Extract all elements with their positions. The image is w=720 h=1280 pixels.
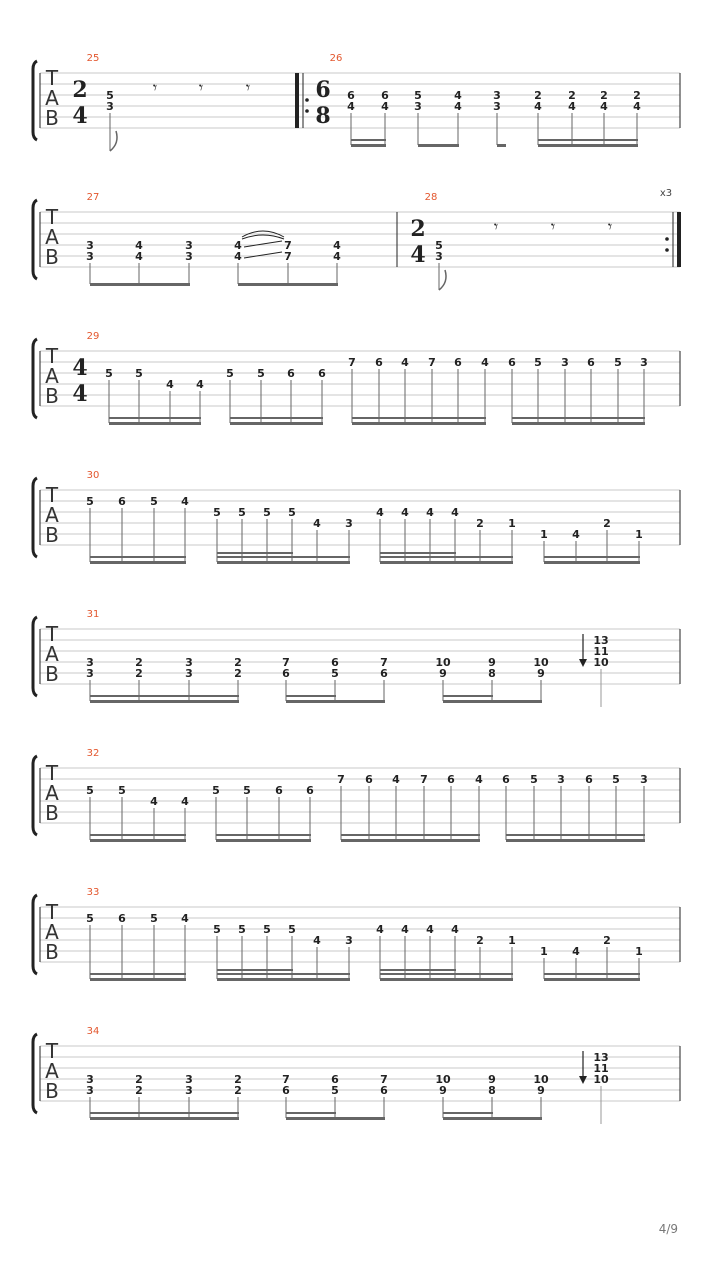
fret-number: 9: [537, 667, 545, 680]
fret-number: 4: [333, 239, 341, 252]
beam: [443, 1117, 542, 1120]
beam: [90, 1117, 239, 1120]
tab-clef-a: A: [45, 364, 59, 388]
fret-number: 2: [234, 1084, 242, 1097]
fret-number: 5: [238, 923, 246, 936]
fret-number: 9: [537, 1084, 545, 1097]
fret-number: 9: [439, 1084, 447, 1097]
measure-number: 27: [86, 192, 100, 203]
fret-number: 3: [345, 517, 353, 530]
fret-number: 2: [603, 517, 611, 530]
fret-number: 5: [288, 923, 296, 936]
system-bracket: [33, 1034, 37, 1113]
fret-number: 3: [86, 1073, 94, 1086]
beam-32nd: [380, 969, 456, 971]
tab-clef-b: B: [45, 384, 59, 408]
tab-clef-a: A: [45, 503, 59, 527]
fret-number: 6: [502, 773, 510, 786]
beam-16th: [216, 834, 311, 836]
fret-number: 4: [633, 100, 641, 113]
beam-16th: [341, 834, 480, 836]
beam: [217, 978, 350, 981]
time-signature-bottom: 4: [72, 381, 88, 407]
fret-number: 6: [585, 773, 593, 786]
fret-number: 5: [414, 89, 422, 102]
eighth-rest: 𝄾: [245, 78, 251, 97]
measure-number: 31: [86, 609, 100, 620]
strum-down-arrow-icon: [579, 1076, 587, 1084]
fret-number: 5: [238, 506, 246, 519]
fret-number: 6: [118, 495, 126, 508]
beam-16th: [230, 417, 323, 419]
fret-number: 13: [593, 634, 609, 647]
beam-16th: [286, 695, 336, 697]
fret-number: 2: [534, 89, 542, 102]
fret-number: 3: [185, 667, 193, 680]
fret-number: 9: [488, 1073, 496, 1086]
fret-number: 5: [106, 89, 114, 102]
fret-number: 4: [401, 506, 409, 519]
fret-number: 3: [86, 667, 94, 680]
repeat-dot: [665, 237, 669, 241]
beam-16th: [352, 417, 486, 419]
beam-16th: [90, 556, 186, 558]
repeat-count: x3: [659, 188, 673, 199]
fret-number: 8: [488, 1084, 496, 1097]
fret-number: 4: [568, 100, 576, 113]
fret-number: 2: [476, 517, 484, 530]
beam: [90, 283, 190, 286]
fret-number: 2: [234, 656, 242, 669]
page-number: 4/9: [658, 1222, 678, 1236]
fret-number: 10: [435, 656, 451, 669]
fret-number: 4: [376, 923, 384, 936]
beam: [230, 422, 323, 425]
fret-number: 4: [313, 517, 321, 530]
beam-16th: [286, 1112, 336, 1114]
system-bracket: [33, 895, 37, 974]
beam-16th: [90, 834, 186, 836]
beam: [380, 978, 513, 981]
beam: [418, 144, 459, 147]
tab-clef-t: T: [45, 483, 59, 507]
system-bracket: [33, 61, 37, 140]
beam-16th: [90, 695, 239, 697]
fret-number: 3: [185, 1084, 193, 1097]
beam: [506, 839, 645, 842]
beam-16th: [512, 417, 645, 419]
fret-number: 5: [534, 356, 542, 369]
fret-number: 1: [635, 945, 643, 958]
measure-number: 34: [86, 1026, 100, 1037]
beam: [544, 561, 640, 564]
beam-16th: [380, 556, 513, 558]
fret-number: 7: [282, 656, 290, 669]
fret-number: 4: [454, 100, 462, 113]
beam-16th: [351, 139, 386, 141]
system-bracket: [33, 339, 37, 418]
tab-clef-b: B: [45, 245, 59, 269]
fret-number: 7: [284, 250, 292, 263]
fret-number: 5: [212, 784, 220, 797]
fret-number: 2: [135, 1073, 143, 1086]
fret-number: 4: [426, 923, 434, 936]
fret-number: 4: [135, 239, 143, 252]
fret-number: 6: [380, 667, 388, 680]
fret-number: 3: [561, 356, 569, 369]
tab-clef-t: T: [45, 66, 59, 90]
beam: [109, 422, 201, 425]
fret-number: 10: [593, 656, 609, 669]
fret-number: 4: [196, 378, 204, 391]
fret-number: 7: [380, 656, 388, 669]
beam: [512, 422, 645, 425]
eighth-rest: 𝄾: [493, 217, 499, 236]
fret-number: 4: [572, 528, 580, 541]
fret-number: 3: [493, 89, 501, 102]
fret-number: 4: [181, 795, 189, 808]
tab-clef-b: B: [45, 662, 59, 686]
fret-number: 6: [454, 356, 462, 369]
tab-system: [33, 1026, 680, 1124]
beam: [351, 144, 386, 147]
tab-clef-t: T: [45, 622, 59, 646]
fret-number: 10: [593, 1073, 609, 1086]
beam-32nd: [217, 969, 293, 971]
tab-system: [33, 331, 680, 425]
fret-number: 10: [435, 1073, 451, 1086]
fret-number: 4: [481, 356, 489, 369]
fret-number: 10: [533, 656, 549, 669]
tab-clef-t: T: [45, 900, 59, 924]
fret-number: 1: [540, 528, 548, 541]
tab-clef-t: T: [45, 205, 59, 229]
tie-arc: [242, 235, 284, 239]
fret-number: 5: [288, 506, 296, 519]
fret-number: 5: [118, 784, 126, 797]
fret-number: 4: [401, 356, 409, 369]
fret-number: 1: [635, 528, 643, 541]
time-signature-top: 2: [410, 216, 426, 242]
fret-number: 5: [150, 912, 158, 925]
measure-number: 25: [86, 53, 100, 64]
beam-16th: [217, 556, 350, 558]
fret-number: 4: [572, 945, 580, 958]
fret-number: 3: [345, 934, 353, 947]
tab-clef-a: A: [45, 642, 59, 666]
fret-number: 4: [234, 250, 242, 263]
fret-number: 3: [414, 100, 422, 113]
beam: [544, 978, 640, 981]
fret-number: 2: [234, 1073, 242, 1086]
fret-number: 5: [435, 239, 443, 252]
beam: [380, 561, 513, 564]
beam: [216, 839, 311, 842]
fret-number: 3: [86, 1084, 94, 1097]
fret-number: 5: [530, 773, 538, 786]
beam-16th: [506, 834, 645, 836]
system-bracket: [33, 617, 37, 696]
tab-clef-b: B: [45, 1079, 59, 1103]
beam-16th: [90, 1112, 239, 1114]
fret-number: 2: [234, 667, 242, 680]
fret-number: 6: [331, 1073, 339, 1086]
measure-number: 33: [86, 887, 100, 898]
time-signature-top: 6: [315, 77, 331, 103]
fret-number: 5: [226, 367, 234, 380]
fret-number: 6: [347, 89, 355, 102]
fret-number: 4: [150, 795, 158, 808]
fret-number: 13: [593, 1051, 609, 1064]
beam: [90, 561, 186, 564]
fret-number: 3: [640, 773, 648, 786]
fret-number: 3: [185, 1073, 193, 1086]
tab-system: [33, 748, 680, 842]
fret-number: 7: [428, 356, 436, 369]
beam-16th: [443, 1112, 493, 1114]
fret-number: 6: [275, 784, 283, 797]
tab-clef-a: A: [45, 86, 59, 110]
fret-number: 3: [185, 250, 193, 263]
beam-16th: [544, 556, 640, 558]
fret-number: 3: [493, 100, 501, 113]
measure-number: 28: [424, 192, 438, 203]
fret-number: 4: [451, 506, 459, 519]
fret-number: 2: [600, 89, 608, 102]
fret-number: 5: [257, 367, 265, 380]
fret-number: 6: [380, 1084, 388, 1097]
fret-number: 4: [600, 100, 608, 113]
fret-number: 3: [106, 100, 114, 113]
beam: [286, 1117, 385, 1120]
beam-32nd: [217, 552, 293, 554]
measure-number: 26: [329, 53, 343, 64]
fret-number: 6: [447, 773, 455, 786]
tab-clef-b: B: [45, 523, 59, 547]
fret-number: 4: [234, 239, 242, 252]
tab-clef-a: A: [45, 781, 59, 805]
fret-number: 2: [135, 667, 143, 680]
fret-number: 9: [439, 667, 447, 680]
slide-line: [244, 252, 282, 258]
system-bracket: [33, 756, 37, 835]
fret-number: 6: [375, 356, 383, 369]
fret-number: 7: [348, 356, 356, 369]
fret-number: 2: [568, 89, 576, 102]
fret-number: 4: [135, 250, 143, 263]
fret-number: 4: [451, 923, 459, 936]
fret-number: 4: [381, 100, 389, 113]
beam: [238, 283, 338, 286]
fret-number: 6: [508, 356, 516, 369]
fret-number: 5: [86, 912, 94, 925]
time-signature-bottom: 4: [410, 242, 426, 268]
fret-number: 3: [86, 656, 94, 669]
fret-number: 5: [263, 923, 271, 936]
repeat-dot: [305, 98, 309, 102]
fret-number: 7: [282, 1073, 290, 1086]
fret-number: 2: [135, 1084, 143, 1097]
fret-number: 11: [593, 1062, 609, 1075]
beam: [352, 422, 486, 425]
note-flag: [439, 270, 446, 290]
fret-number: 4: [376, 506, 384, 519]
tab-clef-b: B: [45, 801, 59, 825]
beam-16th: [217, 973, 350, 975]
tab-system: [33, 609, 680, 707]
fret-number: 1: [508, 934, 516, 947]
fret-number: 2: [135, 656, 143, 669]
tab-system: [33, 188, 680, 290]
fret-number: 2: [476, 934, 484, 947]
fret-number: 6: [381, 89, 389, 102]
fret-number: 6: [331, 656, 339, 669]
fret-number: 11: [593, 645, 609, 658]
beam-16th: [90, 973, 186, 975]
fret-number: 10: [533, 1073, 549, 1086]
fret-number: 4: [392, 773, 400, 786]
fret-number: 7: [380, 1073, 388, 1086]
tab-clef-t: T: [45, 344, 59, 368]
fret-number: 6: [587, 356, 595, 369]
fret-number: 2: [603, 934, 611, 947]
fret-number: 5: [86, 495, 94, 508]
slide-line: [244, 241, 282, 247]
fret-number: 3: [557, 773, 565, 786]
note-flag: [110, 131, 117, 151]
fret-number: 5: [331, 1084, 339, 1097]
measure-number: 29: [86, 331, 100, 342]
fret-number: 5: [331, 667, 339, 680]
fret-number: 7: [284, 239, 292, 252]
eighth-rest: 𝄾: [607, 217, 613, 236]
fret-number: 4: [401, 923, 409, 936]
fret-number: 5: [135, 367, 143, 380]
fret-number: 3: [185, 656, 193, 669]
fret-number: 4: [475, 773, 483, 786]
beam-16th: [109, 417, 201, 419]
beam: [90, 700, 239, 703]
beam: [497, 144, 506, 147]
eighth-rest: 𝄾: [550, 217, 556, 236]
repeat-dot: [305, 109, 309, 113]
fret-number: 1: [508, 517, 516, 530]
fret-number: 3: [435, 250, 443, 263]
eighth-rest: 𝄾: [198, 78, 204, 97]
strum-down-arrow-icon: [579, 659, 587, 667]
beam: [443, 700, 542, 703]
tab-clef-a: A: [45, 225, 59, 249]
fret-number: 4: [333, 250, 341, 263]
beam-16th: [443, 695, 493, 697]
measure-number: 30: [86, 470, 100, 481]
beam-32nd: [380, 552, 456, 554]
beam-16th: [538, 139, 638, 141]
tab-clef-b: B: [45, 940, 59, 964]
fret-number: 7: [420, 773, 428, 786]
fret-number: 2: [633, 89, 641, 102]
beam: [90, 978, 186, 981]
beam: [538, 144, 638, 147]
fret-number: 5: [105, 367, 113, 380]
fret-number: 3: [86, 250, 94, 263]
fret-number: 4: [166, 378, 174, 391]
fret-number: 4: [181, 912, 189, 925]
beam: [341, 839, 480, 842]
beam-16th: [380, 973, 513, 975]
fret-number: 5: [213, 506, 221, 519]
time-signature-top: 4: [72, 355, 88, 381]
beam: [217, 561, 350, 564]
tab-clef-b: B: [45, 106, 59, 130]
beam: [286, 700, 385, 703]
fret-number: 4: [426, 506, 434, 519]
fret-number: 4: [313, 934, 321, 947]
fret-number: 5: [263, 506, 271, 519]
fret-number: 6: [282, 1084, 290, 1097]
tab-clef-a: A: [45, 920, 59, 944]
tab-clef-t: T: [45, 761, 59, 785]
fret-number: 5: [614, 356, 622, 369]
fret-number: 4: [454, 89, 462, 102]
fret-number: 5: [243, 784, 251, 797]
fret-number: 4: [534, 100, 542, 113]
fret-number: 3: [640, 356, 648, 369]
beam: [90, 839, 186, 842]
fret-number: 6: [365, 773, 373, 786]
fret-number: 6: [318, 367, 326, 380]
system-bracket: [33, 478, 37, 557]
fret-number: 1: [540, 945, 548, 958]
time-signature-bottom: 4: [72, 103, 88, 129]
fret-number: 5: [612, 773, 620, 786]
fret-number: 3: [185, 239, 193, 252]
fret-number: 9: [488, 656, 496, 669]
time-signature-top: 2: [72, 77, 88, 103]
tab-system: [33, 470, 680, 564]
fret-number: 3: [86, 239, 94, 252]
fret-number: 6: [287, 367, 295, 380]
eighth-rest: 𝄾: [152, 78, 158, 97]
fret-number: 5: [213, 923, 221, 936]
fret-number: 7: [337, 773, 345, 786]
fret-number: 6: [282, 667, 290, 680]
fret-number: 5: [150, 495, 158, 508]
beam-16th: [544, 973, 640, 975]
time-signature-bottom: 8: [315, 103, 331, 129]
fret-number: 5: [86, 784, 94, 797]
tab-system: [33, 887, 680, 981]
tab-clef-a: A: [45, 1059, 59, 1083]
system-bracket: [33, 200, 37, 279]
measure-number: 32: [86, 748, 100, 759]
tab-system: [33, 53, 680, 151]
fret-number: 8: [488, 667, 496, 680]
fret-number: 6: [306, 784, 314, 797]
fret-number: 6: [118, 912, 126, 925]
fret-number: 4: [181, 495, 189, 508]
tab-clef-t: T: [45, 1039, 59, 1063]
repeat-dot: [665, 248, 669, 252]
fret-number: 4: [347, 100, 355, 113]
